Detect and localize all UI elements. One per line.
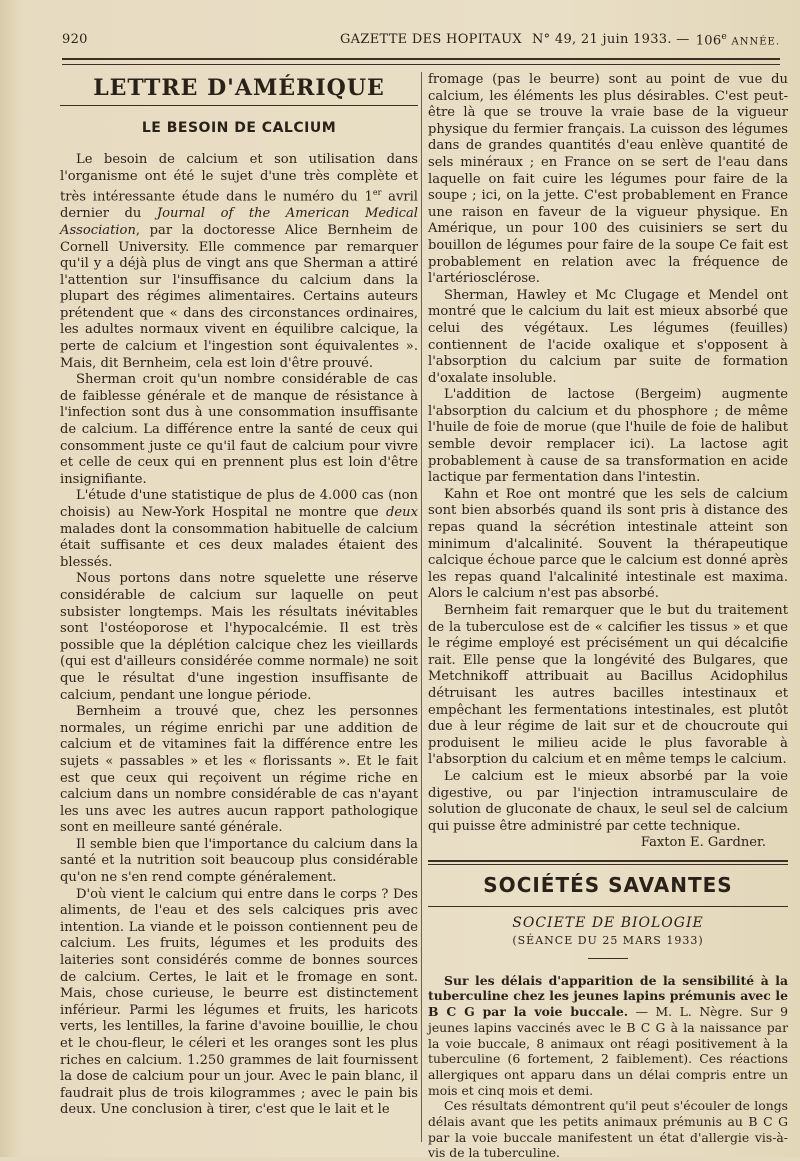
- report-author: — M. L. Nègre.: [635, 1004, 743, 1020]
- column-separator: [421, 72, 422, 1142]
- paragraph: Bernheim a trouvé que, chez les personnes normales, un régime enrichi par une addition de calcium et de vitamines fait la différence entre les sujets « passables » et les « florissants ». Et le fait est que ceux qui reçoivent un régime riche en calcium dans un nombre considérable de cas n'ayant les uns avec les autres aucun rapport pathologique sont en meilleure santé générale.: [60, 704, 418, 836]
- paragraph: Nous portons dans notre squelette une réserve considérable de calcium sur laquelle on peut subsister longtemps. Mais les résultats inévitables sont l'ostéoporose et l'hypocalcémie. Il est très possible que la déplétion calcique chez les vieillards (qui est d'ailleurs considérée comme normale) ne soit que le résultat d'une ingestion insuffisante de calcium, pendant une longue période.: [60, 571, 418, 703]
- header-rule: [62, 58, 780, 65]
- session-date: (SÉANCE DU 25 MARS 1933): [512, 934, 704, 948]
- year-suffix: e: [721, 32, 728, 42]
- report-title: Sur les délais d'apparition de la sensibilité à la tuberculine chez les jeunes lapins prémunis avec le B C G par la voie buccale.: [428, 972, 788, 1020]
- paragraph: Le besoin de calcium et son utilisation dans l'organisme ont été le sujet d'une très complète et très intéressante étude dans le numéro du 1er avril dernier du Journal of the American Medical Association, par la doctoresse Alice Bernheim de Cornell University. Elle commence par remarquer qu'il y a déjà plus de vingt ans que Sherman a attiré l'attention sur l'insuffisance du calcium dans la plupart des régimes alimentaires. Certains auteurs prétendent que « dans des circonstances ordinaires, les adultes normaux vivent en équilibre calcique, la perte de calcium et l'ingestion sont équivalentes ». Mais, dit Bernheim, cela est loin d'être prouvé.: [60, 152, 418, 371]
- report-body: Sur 9 jeunes lapins vaccinés avec le B C G à la naissance par la voie buccale, 8 animaux ont réagi positivement à la tuberculine (6 fortement, 2 faiblement). Ces réactions allergiques ont apparu dans un délai compris entre un mois et cinq mois et demi.: [428, 1004, 788, 1098]
- running-header: [62, 32, 780, 52]
- page-number: 920: [62, 32, 88, 47]
- left-column: [60, 72, 418, 1119]
- year-info: [696, 32, 780, 48]
- paragraph: Le calcium est le mieux absorbé par la voie digestive, ou par l'injection intramusculaire de solution de gluconate de chaux, le seul sel de calcium qui puisse être administré par cette technique.: [428, 768, 788, 834]
- report-paragraph-2: Ces résultats démontrent qu'il peut s'écouler de longs délais avant que les petits animaux prémunis au B C G par la voie buccale manifestent un état d'allergie vis-à-vis de la tuberculine.: [428, 1098, 788, 1161]
- paragraph: Sherman, Hawley et Mc Clugage et Mendel ont montré que le calcium du lait est mieux absorbé que celui des végétaux. Les légumes (feuilles) contiennent de l'acide oxalique et s'opposent à l'absorption du calcium par suite de formation d'oxalate insoluble.: [428, 287, 788, 386]
- paragraph: Sherman croit qu'un nombre considérable de cas de faiblesse générale et de manque de résistance à l'infection sont dus à une consommation insuffisante de calcium. La différence entre la santé de ceux qui consomment juste ce qu'il faut de calcium pour vivre et celle de ceux qui en prennent plus est loin d'être insignifiante.: [60, 372, 418, 487]
- year-label: ANNÉE.: [731, 36, 780, 48]
- paragraph: Il semble bien que l'importance du calcium dans la santé et la nutrition soit beaucoup plus considérable qu'on ne s'en rend compte généralement.: [60, 836, 418, 886]
- section-title-rule: [428, 906, 788, 907]
- paragraph: D'où vient le calcium qui entre dans le corps ? Des aliments, de l'eau et des sels calciques pris avec intention. La viande et le poisson contiennent peu de calcium. Les fruits, légumes et les produits des laiteries sont considérés comme de bonnes sources de calcium. Certes, le lait et le fromage en sont. Mais, chose curieuse, le beurre est distinctement inférieur. Parmi les légumes et fruits, les haricots verts, les lentilles, la farine d'avoine bouillie, le chou et le chou-fleur, le céleri et les oranges sont les plus riches en calcium. 1.250 grammes de lait fournissent la dose de calcium pour un jour. Avec le pain blanc, il faudrait plus de trois kilogrammes ; avec le pain bis deux. Une conclusion à tirer, c'est que le lait et le: [60, 886, 418, 1118]
- paragraph: Kahn et Roe ont montré que les sels de calcium sont bien absorbés quand ils sont pris à distance des repas quand la sécrétion intestinale atteint son minimum d'alcalinité. Souvent la thérapeutique calcique échoue parce que le calcium est donné après les repas quand l'alcalinité intestinale est maxima. Alors le calcium n'est pas absorbé.: [428, 486, 788, 602]
- article-title: LETTRE D'AMÉRIQUE: [93, 75, 385, 101]
- paragraph: L'addition de lactose (Bergeim) augmente l'absorption du calcium et du phosphore ; de même l'huile de foie de morue (que l'huile de foie de halibut semble devoir remplacer ici). La lactose agit probablement à cause de sa transformation en acide lactique par fermentation dans l'intestin.: [428, 387, 788, 486]
- year-number: 106: [695, 33, 722, 49]
- title-rule: [60, 105, 418, 106]
- paragraph: L'étude d'une statistique de plus de 4.000 cas (non choisis) au New-York Hospital ne montre que deux malades dont la consommation habituelle de calcium était suffisante et ces deux malades étaient des blessés.: [60, 488, 418, 570]
- issue-info: N° 49, 21 juin 1933. —: [532, 32, 690, 47]
- paragraph: fromage (pas le beurre) sont au point de vue du calcium, les éléments les plus désirables. C'est peut-être là que se trouve la vraie base de la vigueur physique du fermier français. La cuisson des légumes dans de grandes quantités d'eau enlève quantité de sels minéraux ; en France on se sert de l'eau dans laquelle on fait cuire les légumes pour faire de la soupe ; ici, on la jette. C'est probablement en France une raison en faveur de la vigueur physique. En Amérique, un pour 100 des cuisiniers se sert du bouillon de légumes pour faire de la soupe Ce fait est probablement en relation avec la fréquence de l'artériosclérose.: [428, 72, 788, 287]
- section-title: SOCIÉTÉS SAVANTES: [483, 872, 733, 897]
- societes-section: [428, 860, 788, 1161]
- author-signature: Faxton E. Gardner.: [640, 835, 766, 851]
- paragraph: Bernheim fait remarquer que le but du traitement de la tuberculose est de « calcifier les tissus » et que le régime employé est précisément un qui décalcifie rait. Elle pense que la longévité des Bulgares, que Metchnikoff attribuait au Bacillus Acidophilus détruisant les autres bacilles intestinaux et empêchant les fermentations intestinales, est plutôt due à leur régime de lait sur et de choucroute qui produisent le milieu acide le plus favorable à l'absorption du calcium et en même temps le calcium.: [428, 603, 788, 768]
- section-rule: [428, 860, 788, 865]
- short-rule: [588, 958, 628, 959]
- society-name: SOCIETE DE BIOLOGIE: [512, 914, 704, 931]
- article-subtitle: LE BESOIN DE CALCIUM: [141, 119, 337, 136]
- journal-title: GAZETTE DES HOPITAUX: [340, 32, 522, 47]
- right-column: [428, 72, 788, 1161]
- report-paragraph: [428, 973, 788, 1099]
